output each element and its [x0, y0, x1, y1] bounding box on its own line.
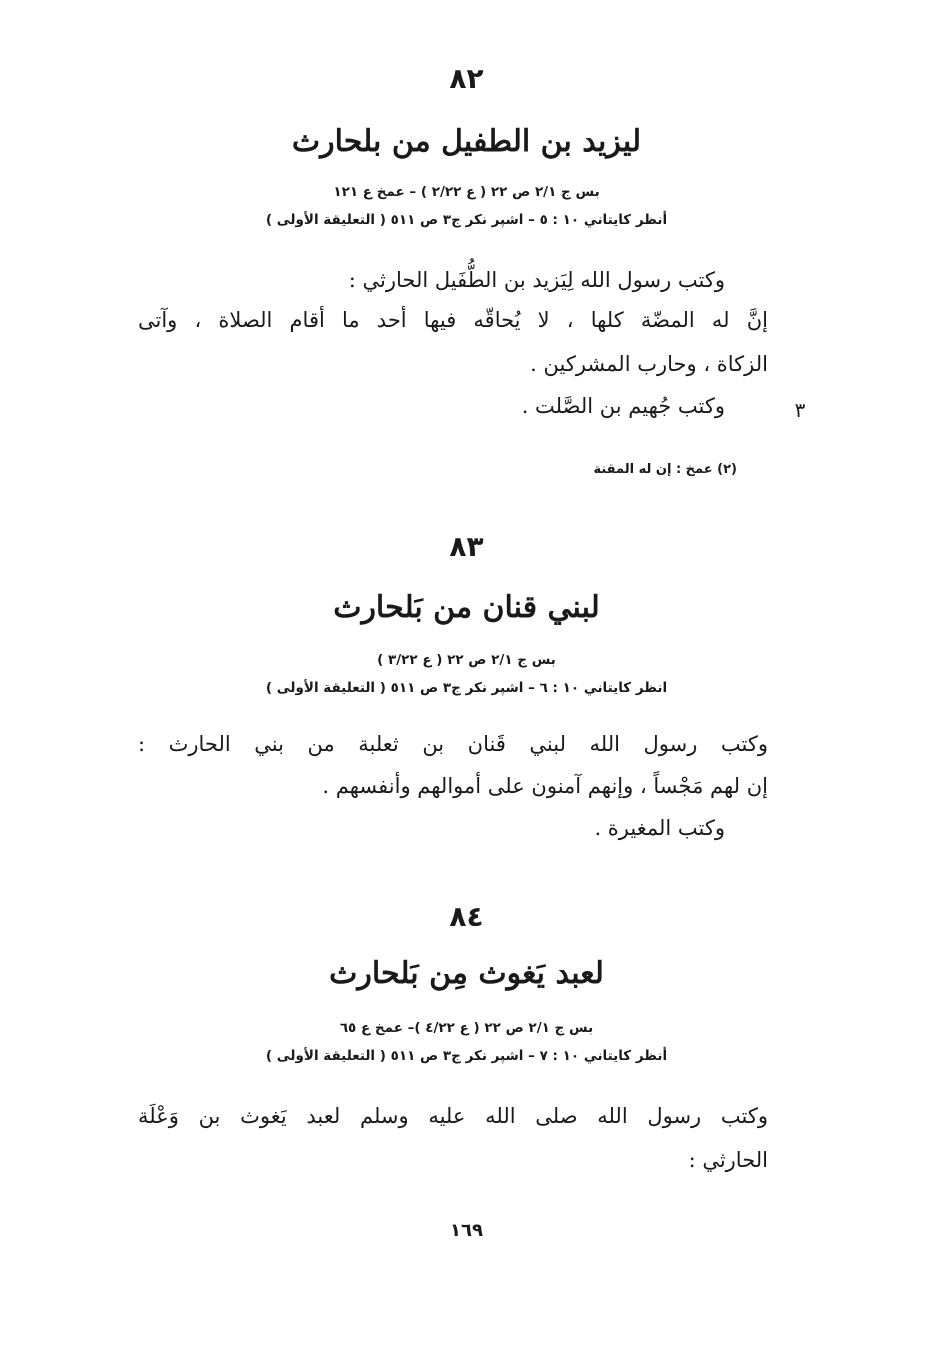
- page-number: ١٦٩: [450, 1220, 483, 1241]
- source-reference: بس ج ٢/١ ص ٢٢ ( ع ٣/٢٢ ): [377, 652, 556, 668]
- source-reference: بس ج ٢/١ ص ٢٢ ( ع ٤/٢٢ )– عمخ ع ٦٥: [339, 1020, 594, 1036]
- body-line: الزكاة ، وحارب المشركين .: [530, 352, 768, 376]
- section-number: ٨٤: [449, 900, 484, 933]
- body-line: وكتب رسول الله صلى الله عليه وسلم لعبد يَغوث بن وَعْلَة: [138, 1104, 768, 1128]
- source-reference: أنظر كايتاني ١٠ : ٧ – اشپر نكر ج٣ ص ٥١١ ( التعليقة الأولى ): [265, 1048, 668, 1064]
- body-line: إنَّ له المضّة كلها ، لا يُحاقّه فيها أحد ما أقام الصلاة ، وآتى: [138, 308, 768, 332]
- section-number: ٨٣: [449, 530, 484, 563]
- margin-line-number: ٣: [794, 398, 806, 422]
- body-line: وكتب جُهيم بن الصَّلت .: [521, 394, 725, 418]
- body-line: وكتب المغيرة .: [594, 816, 725, 840]
- body-line: وكتب رسول الله لِيَزيد بن الطُّفَيل الحارثي :: [348, 268, 725, 292]
- source-reference: انظر كايتاني ١٠ : ٦ – اشپر نكر ج٣ ص ٥١١ ( التعليقة الأولى ): [265, 680, 668, 696]
- body-line: وكتب رسول الله لبني قَنان بن ثعلبة من بني الحارث :: [138, 732, 768, 756]
- body-line: إن لهم مَجْساً ، وإنهم آمنون على أموالهم وأنفسهم .: [322, 774, 768, 798]
- source-reference: بس ج ٢/١ ص ٢٢ ( ع ٢/٢٢ ) – عمخ ع ١٢١: [333, 184, 600, 200]
- section-title: لعبد يَغوث مِن بَلحارث: [329, 956, 604, 991]
- section-number: ٨٢: [449, 62, 484, 95]
- section-title: ليزيد بن الطفيل من بلحارث: [291, 124, 642, 159]
- body-line: الحارثي :: [688, 1148, 768, 1172]
- section-title: لبني قنان من بَلحارث: [333, 590, 600, 625]
- footnote: (٢) عمخ : إن له المقنة: [593, 462, 737, 477]
- source-reference: أنظر كايتاني ١٠ : ٥ – اشپر نكر ج٣ ص ٥١١ ( التعليقة الأولى ): [265, 212, 668, 228]
